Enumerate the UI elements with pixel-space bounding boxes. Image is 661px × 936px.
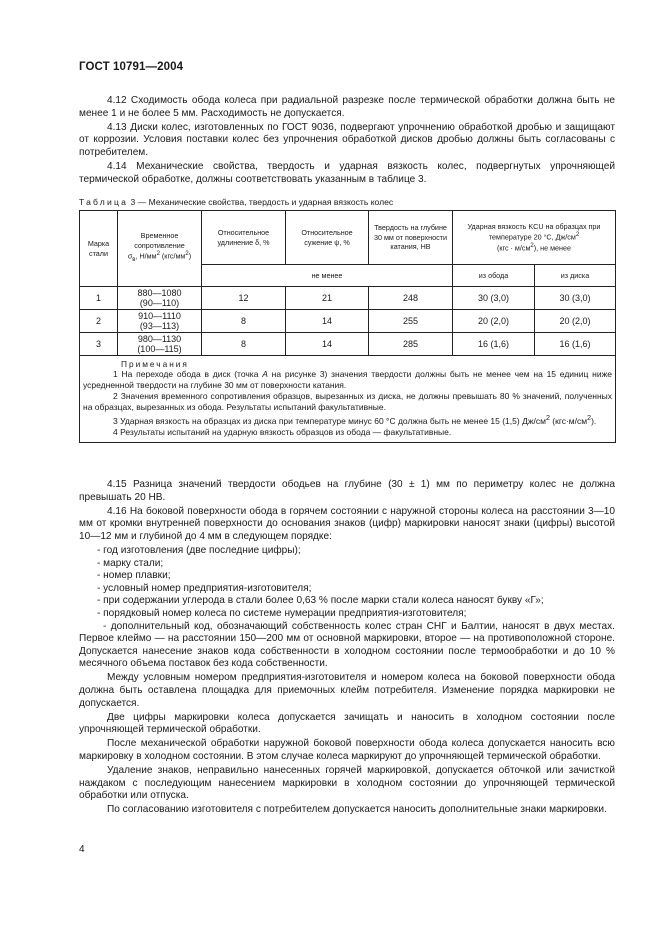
document-header: ГОСТ 10791—2004	[79, 61, 184, 73]
note-4: 4 Результаты испытаний на ударную вязкость образцов из обода — факультативные.	[113, 426, 452, 437]
cell-elongation: 12	[202, 287, 286, 310]
paragraph-marking-area: Между условным номером предприятия-изготовителя и номером колеса на боковой поверхности обода должна быть оставлена площадка для приемочных клейм потребителя. Изменение порядка маркировки не допускается.	[79, 672, 615, 709]
header-tensile-strength: Временное сопротивление $\sigma_в$, $Н/мм^2$ $(кгс/мм^2)$	[118, 211, 202, 287]
header-steel-grade: Марка стали	[80, 211, 118, 287]
cell-impact-disc: 30 (3,0)	[535, 287, 616, 310]
cell-hardness: 248	[369, 287, 453, 310]
table-header-row	[80, 211, 616, 265]
cell-hardness: 285	[369, 333, 453, 356]
header-hardness: Твердость на глубине 30 мм от поверхности катания, НВ	[369, 211, 453, 265]
list-item: - при содержании углерода в стали более 0,63 % после марки стали колеса наносят букву «Г»;	[97, 595, 544, 607]
table-notes-row	[80, 356, 616, 443]
note-2: 2 Значения временного сопротивления образцов, вырезанных из диска, не должны превышать 80 % значений, полученных на образцах, вырезанных из обода. Результаты испытаний факультативные.	[83, 391, 612, 412]
note-1: 1 На переходе обода в диск (точка А на рисунке 3) значения твердости должны быть не менее чем на 15 единиц ниже усредненной твердости на глубине 30 мм от поверхности катания.	[83, 369, 612, 390]
header-reduction: Относительное сужение ψ, %	[286, 211, 369, 265]
list-item: - год изготовления (две последние цифры);	[97, 544, 301, 556]
bottom-paragraphs	[79, 479, 615, 818]
header-impact-strength: Ударная вязкость KCU на образцах при температуре 20 °С, $Дж/см^2$ $(кгс \cdot м/см^2)$, не менее	[453, 211, 616, 265]
header-elongation: Относительное удлинение δ, %	[202, 211, 286, 265]
table-row	[80, 333, 616, 356]
paragraph-4-14: 4.14 Механические свойства, твердость и ударная вязкость колес, подвергнутых упрочняющей термической обработке, должны соответствовать указанным в таблице 3.	[79, 160, 615, 185]
cell-tensile: 910—1110 (93—113)	[118, 310, 202, 333]
cell-grade: 1	[80, 287, 118, 310]
cell-impact-rim: 16 (1,6)	[453, 333, 535, 356]
cell-elongation: 8	[202, 310, 286, 333]
note-3: 3 Ударная вязкость на образцах из диска при температуре минус 60 °С должна быть не менее 15 (1,5) $Дж/см^2$ $(кгс\cdot м/см^2)$.	[113, 414, 597, 426]
cell-reduction: 14	[286, 310, 369, 333]
paragraph-4-13: 4.13 Диски колес, изготовленных по ГОСТ 9036, подвергают упрочнению обработкой дробью и защищают от коррозии. Условия поставки колес без упрочнения обработкой дисков дробью должны быть согласованы с потребителем.	[79, 121, 615, 158]
cell-impact-disc: 20 (2,0)	[535, 310, 616, 333]
table-caption	[79, 197, 393, 207]
paragraph-cold-marking: Две цифры маркировки колеса допускается зачищать и наносить в холодном состоянии после упрочняющей термической обработки.	[79, 711, 615, 736]
table-caption-label: Таблица	[79, 197, 129, 207]
paragraph-4-16: 4.16 На боковой поверхности обода в горячем состоянии с наружной стороны колеса на расстоянии 3—10 мм от кромки внутренней поверхности до основания знаков (цифр) маркировки наносят знаки (цифры) высотой 10—12 мм и глубиной до 4 мм в следующем порядке:	[79, 505, 615, 542]
cell-impact-disc: 16 (1,6)	[535, 333, 616, 356]
list-item: - порядковый номер колеса по системе нумерации предприятия-изготовителя;	[97, 607, 467, 619]
cell-hardness: 255	[369, 310, 453, 333]
table-row	[80, 287, 616, 310]
list-item: - дополнительный код, обозначающий собственность колес стран СНГ и Балтии, наносят в двух местах. Первое клеймо — на расстоянии 150—200 мм от основной маркировки, второе — на противоположной стороне. Допускается нанесение знаков кода собственности в холодном состоянии после термообработки и до 10 % месячного объема поставок без кода собственности.	[79, 620, 615, 670]
table-row	[80, 310, 616, 333]
cell-impact-rim: 20 (2,0)	[453, 310, 535, 333]
page-number: 4	[79, 844, 85, 855]
table-notes	[80, 356, 616, 443]
paragraph-removal: Удаление знаков, неправильно нанесенных горячей маркировкой, допускается обточкой или зачисткой наждаком с последующим нанесением маркировки в холодном состоянии до упрочняющей термической обработки или отпуска.	[79, 765, 615, 802]
paragraph-4-15: 4.15 Разница значений твердости ободьев на глубине (30 ± 1) мм по периметру колес не должна превышать 20 НВ.	[79, 479, 615, 503]
top-paragraphs	[79, 95, 615, 188]
paragraph-additional: По согласованию изготовителя с потребителем допускается наносить дополнительные знаки маркировки.	[107, 804, 607, 816]
header-not-less: не менее	[202, 265, 453, 287]
cell-reduction: 14	[286, 333, 369, 356]
mechanical-properties-table	[79, 210, 616, 443]
cell-reduction: 21	[286, 287, 369, 310]
cell-grade: 2	[80, 310, 118, 333]
list-item: - условный номер предприятия-изготовителя;	[97, 582, 312, 594]
cell-grade: 3	[80, 333, 118, 356]
header-from-disc: из диска	[535, 265, 616, 287]
list-item: - марку стали;	[97, 557, 164, 569]
paragraph-after-machining: После механической обработки наружной боковой поверхности обода колеса допускается наносить всю маркировку в холодном состоянии. В этом случае колеса маркируют до упрочняющей термической обработки.	[79, 738, 615, 762]
cell-elongation: 8	[202, 333, 286, 356]
cell-tensile: 880—1080 (90—110)	[118, 287, 202, 310]
paragraph-4-12: 4.12 Сходимость обода колеса при радиальной разрезке после термической обработки должна быть не менее 1 и не более 5 мм. Расходимость не допускается.	[79, 95, 615, 119]
cell-tensile: 980—1130 (100—115)	[118, 333, 202, 356]
list-item: - номер плавки;	[97, 570, 171, 582]
cell-impact-rim: 30 (3,0)	[453, 287, 535, 310]
notes-title: Примечания	[121, 359, 189, 369]
header-from-rim: из обода	[453, 265, 535, 287]
table-caption-text: 3 — Механические свойства, твердость и ударная вязкость колес	[130, 197, 394, 207]
